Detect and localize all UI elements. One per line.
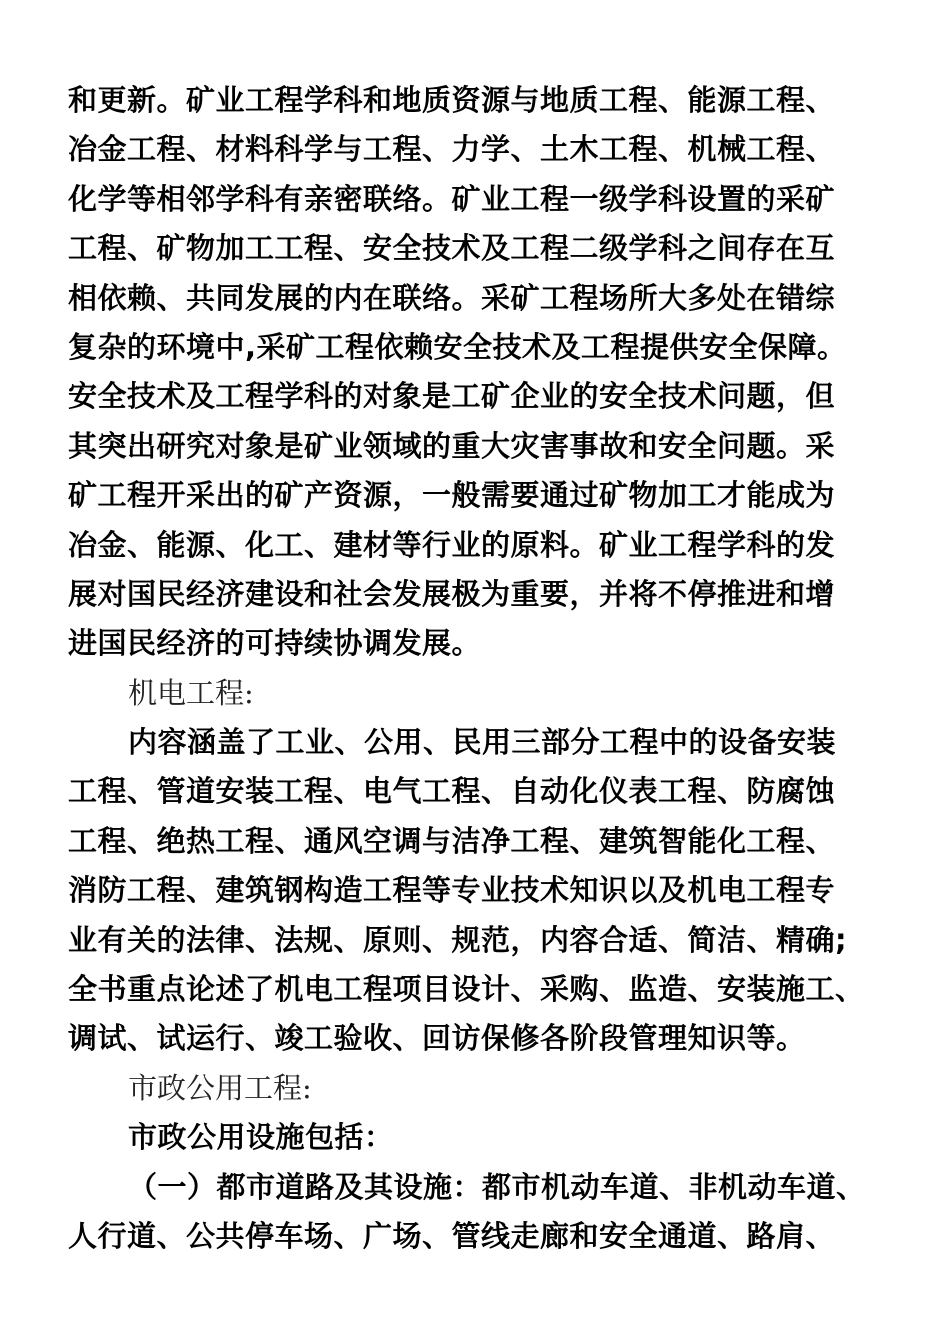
text-line: 消防工程、建筑钢构造工程等专业技术知识以及机电工程专 (68, 873, 836, 908)
text-line: 内容涵盖了工业、公用、民用三部分工程中的设备安装 (128, 725, 837, 760)
text-line: 冶金工程、材料科学与工程、力学、土木工程、机械工程、 (68, 132, 836, 167)
text-line: 安全技术及工程学科的对象是工矿企业的安全技术问题，但 (68, 379, 836, 414)
section-heading-municipal: 市政公用工程: (128, 1070, 312, 1105)
section-heading-mechanical-electrical: 机电工程: (128, 675, 254, 710)
document-body (68, 76, 876, 1261)
text-line: 展对国民经济建设和社会发展极为重要，并将不停推进和增 (68, 576, 836, 611)
text-line: 进国民经济的可持续协调发展。 (68, 626, 482, 661)
text-line: 和更新。矿业工程学科和地质资源与地质工程、能源工程、 (68, 83, 836, 117)
text-line: （一）都市道路及其设施：都市机动车道、非机动车道、 (128, 1169, 866, 1204)
text-line: 全书重点论述了机电工程项目设计、采购、监造、安装施工、 (68, 972, 865, 1007)
text-line: 工程、绝热工程、通风空调与洁净工程、建筑智能化工程、 (68, 823, 836, 858)
text-line: 业有关的法律、法规、原则、规范，内容合适、简洁、精确; (68, 922, 848, 957)
text-line: 矿工程开采出的矿产资源，一般需要通过矿物加工才能成为 (68, 478, 836, 513)
text-line: 市政公用设施包括： (128, 1120, 394, 1155)
text-line: 工程、管道安装工程、电气工程、自动化仪表工程、防腐蚀 (68, 774, 836, 809)
text-line: 化学等相邻学科有亲密联络。矿业工程一级学科设置的采矿 (68, 181, 836, 216)
text-line: 工程、矿物加工工程、安全技术及工程二级学科之间存在互 (68, 231, 836, 266)
text-line: 调试、试运行、竣工验收、回访保修各阶段管理知识等。 (68, 1021, 806, 1056)
text-line: 其突出研究对象是矿业领域的重大灾害事故和安全问题。采 (68, 428, 836, 463)
text-line: 人行道、公共停车场、广场、管线走廊和安全通道、路肩、 (68, 1218, 836, 1253)
text-line: 冶金、能源、化工、建材等行业的原料。矿业工程学科的发 (68, 527, 836, 562)
text-line: 相依赖、共同发展的内在联络。采矿工程场所大多处在错综 (68, 280, 836, 315)
text-line: 复杂的环境中,采矿工程依赖安全技术及工程提供安全保障。 (68, 329, 847, 364)
